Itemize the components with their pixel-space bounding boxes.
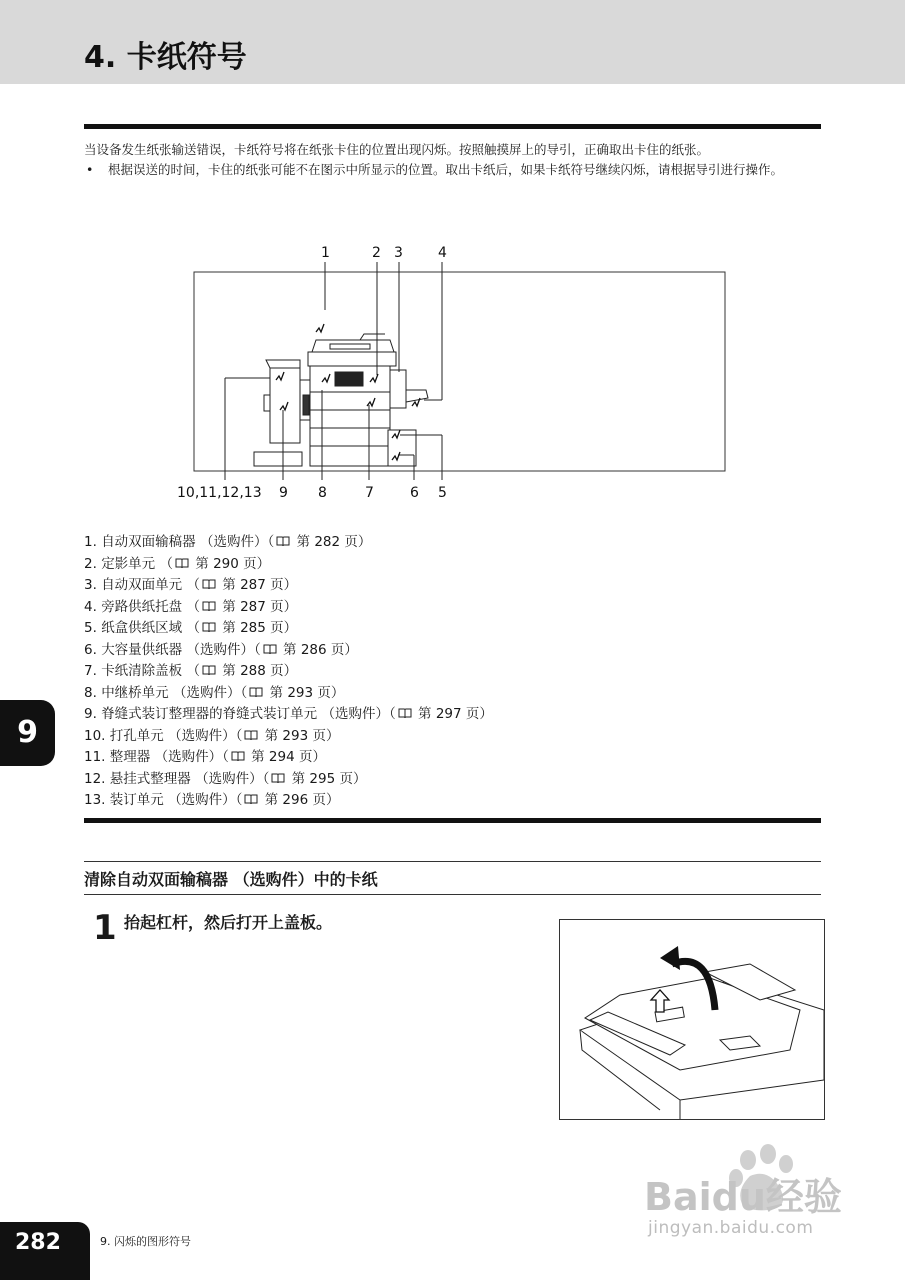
callout-1: 1 xyxy=(321,245,330,261)
adf-open-cover-illustration xyxy=(560,920,824,1119)
baidu-watermark-logo xyxy=(640,1140,890,1260)
legend-item: 9. 脊缝式装订整理器的脊缝式装订单元 （选购件）（ 第 297 页） xyxy=(84,706,493,722)
legend-item: 7. 卡纸清除盖板 （ 第 288 页） xyxy=(84,663,298,679)
intro-paragraph: 当设备发生纸张输送错误，卡纸符号将在纸张卡住的位置出现闪烁。按照触摸屏上的导引，正确取出卡住的纸张。 xyxy=(84,142,710,157)
legend-list xyxy=(84,532,493,812)
callout-4: 4 xyxy=(438,245,447,261)
callout-2: 2 xyxy=(372,245,381,261)
step-instruction: 抬起杠杆，然后打开上盖板。 xyxy=(124,913,333,932)
book-icon xyxy=(175,558,189,569)
legend-item: 13. 装订单元 （选购件）（ 第 296 页） xyxy=(84,792,340,808)
legend-item: 6. 大容量供纸器 （选购件）（ 第 286 页） xyxy=(84,641,358,658)
intro-bullet xyxy=(84,161,824,179)
watermark-brand: Baidu经验 xyxy=(644,1175,842,1219)
page-title: 4. 卡纸符号 xyxy=(84,40,247,75)
legend-item: 11. 整理器 （选购件）（ 第 294 页） xyxy=(84,749,326,765)
top-divider xyxy=(84,124,821,129)
footer-caption: 9. 闪烁的图形符号 xyxy=(100,1235,191,1248)
book-icon xyxy=(263,644,277,655)
intro-text xyxy=(84,141,824,179)
jam-location-diagram xyxy=(170,240,730,510)
legend-item: 12. 悬挂式整理器 （选购件）（ 第 295 页） xyxy=(84,770,367,787)
section-rule-bottom xyxy=(84,894,821,895)
legend-item: 1. 自动双面输稿器 （选购件）（ 第 282 页） xyxy=(84,534,372,550)
legend-item: 10. 打孔单元 （选购件）（ 第 293 页） xyxy=(84,727,340,744)
page-header xyxy=(0,0,905,84)
book-icon xyxy=(231,751,245,762)
legend-item: 8. 中继桥单元 （选购件）（ 第 293 页） xyxy=(84,684,345,701)
legend-item: 3. 自动双面单元 （ 第 287 页） xyxy=(84,577,298,593)
chapter-tab: 9 xyxy=(0,700,55,766)
section-title: 清除自动双面输稿器 （选购件）中的卡纸 xyxy=(84,870,378,889)
callout-7: 7 xyxy=(365,485,374,501)
book-icon xyxy=(202,579,216,590)
step-number: 1 xyxy=(93,908,117,948)
bullet-mark: • xyxy=(86,162,94,177)
book-icon xyxy=(398,708,412,719)
book-icon xyxy=(249,687,263,698)
section-rule-top xyxy=(84,861,821,862)
bullet-text: 根据误送的时间，卡住的纸张可能不在图示中所显示的位置。取出卡纸后，如果卡纸符号继续闪烁，请根据导引进行操作。 xyxy=(108,162,784,177)
callout-5: 5 xyxy=(438,485,447,501)
book-icon xyxy=(202,601,216,612)
book-icon xyxy=(202,622,216,633)
legend-item: 5. 纸盒供纸区域 （ 第 285 页） xyxy=(84,620,298,636)
book-icon xyxy=(276,536,290,547)
book-icon xyxy=(271,773,285,784)
callout-6: 6 xyxy=(410,485,419,501)
page-number: 282 xyxy=(15,1230,61,1255)
callout-9: 9 xyxy=(279,485,288,501)
book-icon xyxy=(244,794,258,805)
callout-8: 8 xyxy=(318,485,327,501)
legend-item: 2. 定影单元 （ 第 290 页） xyxy=(84,555,271,572)
callout-10-13: 10,11,12,13 xyxy=(177,485,262,501)
book-icon xyxy=(202,665,216,676)
step-illustration xyxy=(559,919,825,1120)
legend-divider xyxy=(84,818,821,823)
callout-3: 3 xyxy=(394,245,403,261)
watermark-url: jingyan.baidu.com xyxy=(648,1218,814,1238)
book-icon xyxy=(244,730,258,741)
legend-item: 4. 旁路供纸托盘 （ 第 287 页） xyxy=(84,598,298,615)
copier-illustration xyxy=(170,240,730,510)
